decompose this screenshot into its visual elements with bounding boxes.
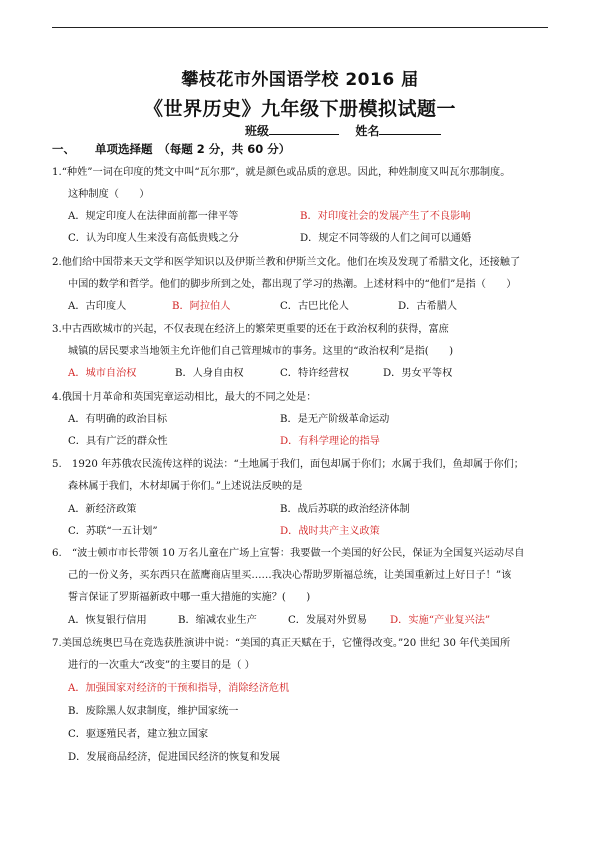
q2-stem-line-2: 中国的数学和哲学。他们的脚步所到之处，都出现了学习的热潮。上述材料中的“他们”是指（ ）: [68, 279, 517, 290]
q6-option-c: C．发展对外贸易: [288, 615, 368, 626]
q3-stem-line-2: 城镇的居民要求当地领主允许他们自己管理城市的事务。这里的“政治权利”是指( ): [68, 346, 454, 357]
q2-option-c: C．古巴比伦人: [280, 301, 349, 312]
top-rule: [52, 27, 548, 28]
q6-stem-line-3: 誓言保证了罗斯福新政中哪一重大措施的实施？( ): [68, 592, 311, 603]
q5-stem-line-2: 森林属于我们，木材却属于你们。”上述说法反映的是: [68, 481, 303, 492]
q3-option-b: B．人身自由权: [175, 368, 244, 379]
q2-stem-line-1: 2.他们给中国带来天文学和医学知识以及伊斯兰教和伊斯兰文化。他们在埃及发现了希腊文化，还接触了: [52, 257, 521, 268]
q3-option-d: D．男女平等权: [383, 368, 453, 379]
q7-option-c: C．驱逐殖民者，建立独立国家: [68, 729, 209, 740]
q7-stem-line-2: 进行的一次重大“改变”的主要目的是（ ）: [68, 660, 255, 671]
q5-option-d-answer: D．战时共产主义政策: [280, 526, 380, 537]
q2-option-a: A．古印度人: [68, 301, 127, 312]
q2-option-b-answer: B．阿拉伯人: [172, 301, 231, 312]
q5-option-b: B．战后苏联的政治经济体制: [280, 504, 410, 515]
exam-title: 《世界历史》九年级下册模拟试题一: [143, 98, 456, 120]
q6-option-d-answer: D．实施“产业复兴法”: [390, 615, 491, 626]
q6-option-b: B．缩减农业生产: [178, 615, 257, 626]
q1-stem-line-1: 1.“种姓”一词在印度的梵文中叫“瓦尔那”，就是颜色或品质的意思。因此，种姓制度又叫瓦尔那制度。: [52, 167, 511, 178]
section-title: 单项选择题 （每题 2 分，共 60 分）: [95, 142, 291, 156]
q1-option-d: D．规定不同等级的人们之间可以通婚: [300, 233, 472, 244]
q1-option-c: C．认为印度人生来没有高低贵贱之分: [68, 233, 239, 244]
q5-option-c: C．苏联“一五计划”: [68, 526, 158, 537]
class-label: 班级: [245, 124, 270, 138]
q5-stem-line-1: 5. 1920 年苏俄农民流传这样的说法：“土地属于我们，面包却属于你们；水属于我们，鱼却属于你们；: [52, 459, 524, 470]
q7-stem-line-1: 7.美国总统奥巴马在竞选获胜演讲中说：“美国的真正天赋在于，它懂得改变。”20 世纪 30 年代美国所: [52, 638, 511, 649]
q2-option-d: D．古希腊人: [398, 301, 458, 312]
q3-stem-line-1: 3.中古西欧城市的兴起，不仅表现在经济上的繁荣更重要的还在于政治权利的获得，富庶: [52, 324, 449, 335]
q1-option-b-answer: B．对印度社会的发展产生了不良影响: [300, 211, 471, 222]
q4-option-a: A．有明确的政治目标: [68, 414, 168, 425]
class-blank[interactable]: [269, 122, 339, 135]
school-title: 攀枝花市外国语学校 2016 届: [181, 70, 419, 90]
section-heading: [52, 141, 290, 157]
q5-option-a: A．新经济政策: [68, 504, 137, 515]
q3-option-c: C．特许经营权: [280, 368, 349, 379]
q6-option-a: A．恢复银行信用: [68, 615, 147, 626]
q4-option-b: B．是无产阶级革命运动: [280, 414, 390, 425]
q1-option-a: A．规定印度人在法律面前都一律平等: [68, 211, 239, 222]
q7-option-b: B．废除黑人奴隶制度，维护国家统一: [68, 706, 239, 717]
q6-stem-line-2: 己的一份义务，买东西只在蓝鹰商店里买……我决心帮助罗斯福总统，让美国重新过上好日子！”该: [68, 570, 512, 581]
name-label: 姓名: [355, 124, 380, 138]
section-number: 一、: [52, 142, 75, 156]
class-name-line: [245, 122, 441, 139]
q6-stem-line-1: 6. “波士顿市市长带领 10 万名儿童在广场上宣誓：我要做一个美国的好公民，保证为全国复兴运动尽自: [52, 548, 525, 559]
name-blank[interactable]: [379, 122, 441, 135]
q4-option-c: C．具有广泛的群众性: [68, 436, 168, 447]
q4-stem-line-1: 4.俄国十月革命和英国宪章运动相比，最大的不同之处是：: [52, 392, 317, 403]
q7-option-d: D．发展商品经济，促进国民经济的恢复和发展: [68, 752, 280, 763]
q4-option-d-answer: D．有科学理论的指导: [280, 436, 380, 447]
q1-stem-line-2: 这种制度（ ）: [68, 189, 150, 200]
q7-option-a-answer: A．加强国家对经济的干预和指导，消除经济危机: [68, 683, 290, 694]
q3-option-a-answer: A．城市自治权: [68, 368, 137, 379]
